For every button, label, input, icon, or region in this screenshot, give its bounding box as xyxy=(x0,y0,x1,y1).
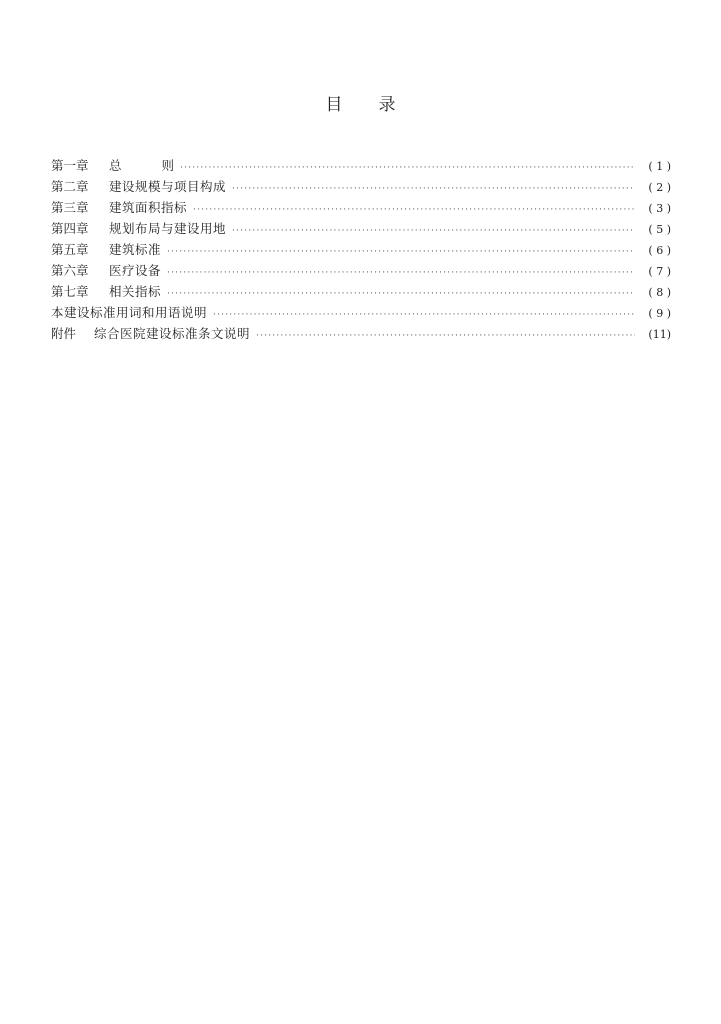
toc-chapter-label: 第五章 xyxy=(51,242,89,257)
toc-page-number: ( 9 ) xyxy=(648,307,671,320)
title-char-1: 目 xyxy=(325,95,343,115)
toc-entry-chapter-6[interactable] xyxy=(51,260,671,281)
table-of-contents xyxy=(51,155,671,344)
toc-chapter-label: 第六章 xyxy=(51,263,89,278)
toc-entry-chapter-1[interactable] xyxy=(51,155,671,176)
toc-entry-title: 综合医院建设标准条文说明 xyxy=(94,326,251,341)
toc-entry-title: 相关指标 xyxy=(109,284,162,299)
toc-entry-chapter-7[interactable] xyxy=(51,281,671,302)
toc-page-number: ( 2 ) xyxy=(648,181,671,194)
toc-page-number: ( 7 ) xyxy=(648,265,671,278)
toc-entry-title: 建筑标准 xyxy=(109,242,162,257)
toc-page-number: ( 1 ) xyxy=(648,160,671,173)
toc-page-number: ( 8 ) xyxy=(648,286,671,299)
dot-leader xyxy=(232,179,635,200)
dot-leader xyxy=(256,326,635,347)
toc-entry-chapter-3[interactable] xyxy=(51,197,671,218)
dot-leader xyxy=(167,263,635,284)
toc-title-part-b: 则 xyxy=(161,158,175,173)
toc-page-number: ( 6 ) xyxy=(648,244,671,257)
dot-leader xyxy=(193,200,635,221)
toc-entry-appendix[interactable] xyxy=(51,323,671,344)
dot-leader xyxy=(167,284,635,305)
toc-entry-title: 规划布局与建设用地 xyxy=(109,221,227,236)
toc-entry-title: 建设规模与项目构成 xyxy=(109,179,227,194)
toc-title-part-a: 总 xyxy=(109,158,122,173)
toc-entry-title xyxy=(109,155,174,176)
toc-chapter-label: 第二章 xyxy=(51,179,89,194)
toc-page-number: (11) xyxy=(648,328,671,341)
toc-chapter-label: 第四章 xyxy=(51,221,89,236)
toc-entry-title: 医疗设备 xyxy=(109,263,162,278)
page-title xyxy=(0,90,721,115)
toc-entry-title: 建筑面积指标 xyxy=(109,200,188,215)
title-char-2: 录 xyxy=(378,95,396,115)
toc-entry-title: 本建设标准用词和用语说明 xyxy=(51,305,208,320)
toc-page-number: ( 5 ) xyxy=(648,223,671,236)
dot-leader xyxy=(213,305,635,326)
toc-entry-chapter-2[interactable] xyxy=(51,176,671,197)
toc-chapter-label: 附件 xyxy=(51,326,77,341)
toc-entry-chapter-4[interactable] xyxy=(51,218,671,239)
toc-chapter-label: 第三章 xyxy=(51,200,89,215)
toc-chapter-label: 第一章 xyxy=(51,158,89,173)
toc-entry-chapter-5[interactable] xyxy=(51,239,671,260)
toc-chapter-label: 第七章 xyxy=(51,284,89,299)
toc-entry-terms[interactable] xyxy=(51,302,671,323)
toc-page-number: ( 3 ) xyxy=(648,202,671,215)
dot-leader xyxy=(232,221,635,242)
dot-leader xyxy=(167,242,635,263)
dot-leader xyxy=(180,158,635,179)
